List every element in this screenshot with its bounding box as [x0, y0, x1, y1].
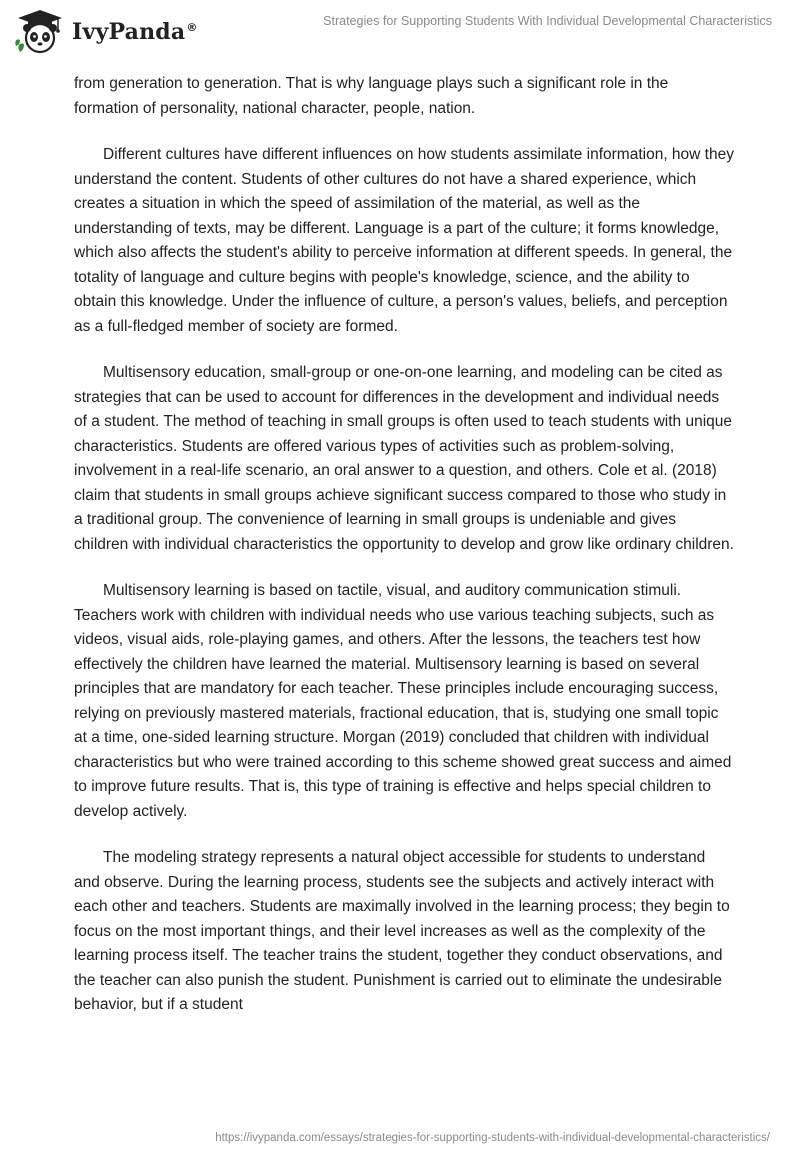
panda-graduate-icon: [14, 8, 66, 56]
paragraph: Multisensory education, small-group or one-on-one learning, and modeling can be cited as strategies that can be used to account for differences in the development and individual needs of a student. The method of teaching in small groups is often used to teach students with unique characteristics. Students are offered various types of activities such as problem-solving, involvement in a real-life scenario, an oral answer to a question, and others. Cole et al. (2018) claim that students in small groups achieve significant success compared to those who study in a traditional group. The convenience of learning in small groups is undeniable and gives children with individual characteristics the opportunity to develop and grow like ordinary children.: [74, 364, 734, 553]
brand-name: IvyPanda®: [72, 19, 198, 45]
paragraph: The modeling strategy represents a natural object accessible for students to understand and observe. During the learning process, students see the subjects and actively interact with each other and teachers. Students are maximally involved in the learning process; they begin to focus on the most important things, and their level increases as well as the complexity of the learning process itself. The teacher trains the student, together they conduct observations, and the teacher can also punish the student. Punishment is carried out to eliminate the undesirable behavior, but if a student: [74, 849, 730, 1013]
source-url[interactable]: https://ivypanda.com/essays/strategies-for-supporting-students-with-individual-developmental-characteristics/: [215, 1132, 770, 1144]
paragraph: Different cultures have different influences on how students assimilate information, how they understand the content. Students of other cultures do not have a shared experience, which creates a situation in which the speed of assimilation of the material, as well as the understanding of texts, may be different. Language is a part of the culture; it forms knowledge, which also affects the student's ability to perceive information at different speeds. In general, the totality of language and culture begins with people's knowledge, science, and the ability to obtain this knowledge. Under the influence of culture, a person's values, beliefs, and perception as a full-fledged member of society are formed.: [74, 146, 734, 335]
registered-mark: ®: [186, 20, 198, 34]
paragraph: Multisensory learning is based on tactile, visual, and auditory communication stimuli. Teachers work with children with individual needs who use various teaching subjects, such as videos, visual aids, role-playing games, and others. After the lessons, the teachers test how effectively the children have learned the material. Multisensory learning is based on several principles that are mandatory for each teacher. These principles include encouraging success, relying on previously mastered materials, fractional education, that is, studying one small topic at a time, one-sided learning structure. Morgan (2019) concluded that children with individual characteristics but who were trained according to this scheme showed great success and aimed to improve future results. That is, this type of training is effective and helps special children to develop actively.: [74, 582, 732, 820]
paragraph: from generation to generation. That is why language plays such a significant role in the formation of personality, national character, people, nation.: [74, 75, 669, 117]
essay-body: [74, 72, 734, 1040]
page-header: [0, 0, 800, 64]
ivypanda-logo[interactable]: [14, 8, 198, 56]
document-title: Strategies for Supporting Students With Individual Developmental Characteristics: [323, 14, 772, 28]
